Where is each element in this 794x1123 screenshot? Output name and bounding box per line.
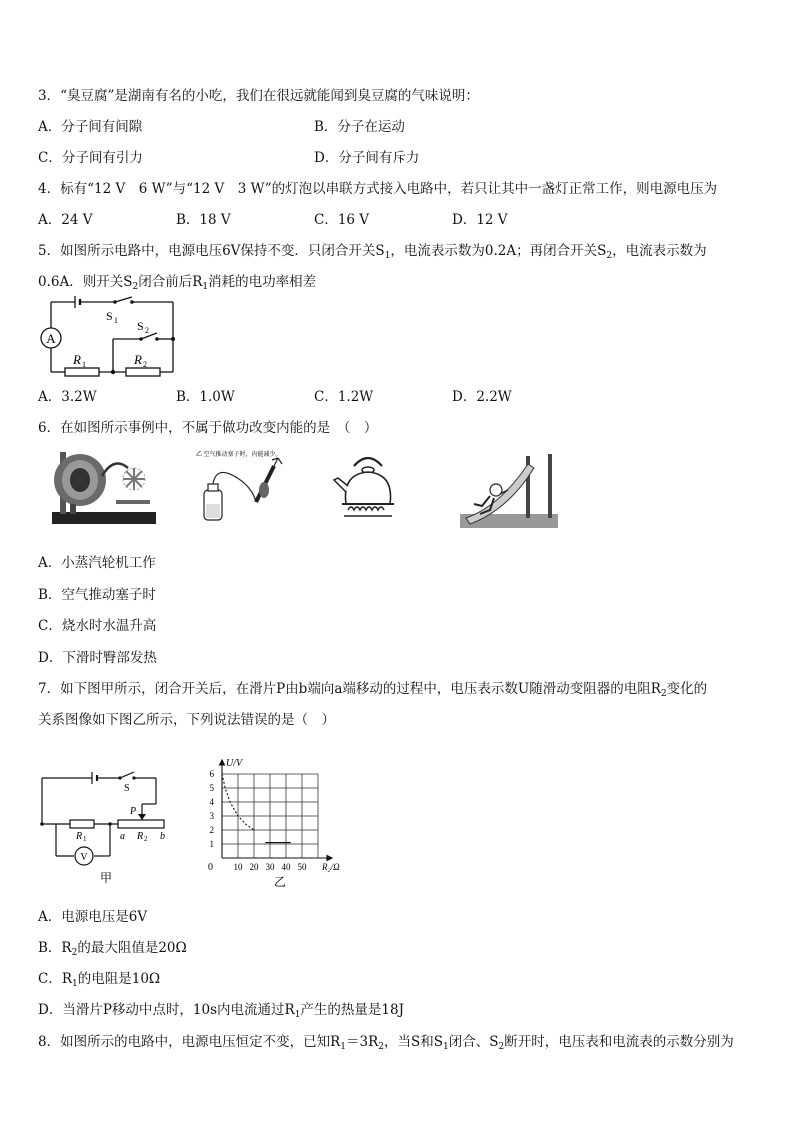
steam-turbine-picture xyxy=(46,446,158,528)
x-tick-label: 30 xyxy=(265,862,275,872)
q4-option-d: D．12 V xyxy=(452,212,508,228)
q7-graph-yi xyxy=(198,752,358,888)
q6-stem: 6．在如图所示事例中，不属于做功改变内能的是 （ ） xyxy=(38,420,378,436)
svg-text:1: 1 xyxy=(82,360,86,369)
q4-option-a: A．24 V xyxy=(38,212,93,228)
svg-text:2: 2 xyxy=(145,326,149,335)
x-axis-arrow xyxy=(327,856,332,861)
q8-stem: 8．如图所示的电路中，电源电压恒定不变，已知$R_1=3R_2$，当S和$S_1$闭合、$S_2$断开时，电压表和电流表的示数分别为 xyxy=(38,1034,734,1052)
q6-option-b: B．空气推动塞子时 xyxy=(38,587,156,603)
q7-option-c: C．$R_1$的电阻是10Ω xyxy=(38,971,161,989)
svg-text:S: S xyxy=(124,783,130,794)
q4-option-c: C．16 V xyxy=(314,212,370,228)
q7-circuit-diagram-jia xyxy=(36,764,178,888)
svg-text:2: 2 xyxy=(143,360,147,369)
q3-option-c: C．分子间有引力 xyxy=(38,150,143,166)
graph-caption: 乙 xyxy=(273,875,287,888)
q3-option-a: A．分子间有间隙 xyxy=(38,119,143,135)
y-tick-label: 1 xyxy=(209,839,214,849)
q6-option-c: C．烧水时水温升高 xyxy=(38,618,157,634)
x-tick-label: 40 xyxy=(281,862,291,872)
y-tick-label: 3 xyxy=(209,811,214,821)
graph-x-axis-label: R₂/Ω xyxy=(322,862,340,872)
q5-option-d: D．2.2W xyxy=(452,389,512,405)
x-tick-label: 10 xyxy=(233,862,243,872)
svg-text:S: S xyxy=(137,319,144,333)
svg-text:a: a xyxy=(120,831,125,842)
x-tick-label: 20 xyxy=(249,862,259,872)
q5-circuit-diagram xyxy=(36,294,186,380)
svg-text:1: 1 xyxy=(114,316,118,325)
q7-option-b: B．$R_2$的最大阻值是20Ω xyxy=(38,940,187,958)
q3-option-d: D．分子间有斥力 xyxy=(314,150,420,166)
y-tick-label: 2 xyxy=(209,825,214,835)
q7-option-a: A．电源电压是6V xyxy=(38,909,148,925)
sliding-child-picture xyxy=(460,450,558,528)
svg-text:1: 1 xyxy=(83,835,87,843)
graph-y-axis-label: U/V xyxy=(226,758,243,769)
q4-stem: 4．标有“12 V 6 W”与“12 V 3 W”的灯泡以串联方式接入电路中，若只让其中一盏灯正常工作，则电源电压为 xyxy=(38,181,718,197)
q5-option-c: C．1.2W xyxy=(314,389,374,405)
graph-origin-label: 0 xyxy=(208,862,213,873)
q6-option-d: D．下滑时臀部发热 xyxy=(38,650,157,666)
air-pushing-stopper-picture xyxy=(194,446,288,524)
svg-text:R: R xyxy=(76,831,83,842)
q5-stem-line2: 0.6A．则开关$S_2$闭合前后$R_1$消耗的电功率相差 xyxy=(38,274,317,292)
svg-text:P: P xyxy=(130,806,137,817)
q5-option-b: B．1.0W xyxy=(176,389,235,405)
y-axis-arrow xyxy=(220,760,225,765)
y-tick-label: 5 xyxy=(209,783,214,793)
svg-text:R: R xyxy=(137,831,144,842)
q3-stem: 3．“臭豆腐”是湖南有名的小吃，我们在很远就能闻到臭豆腐的气味说明： xyxy=(38,88,479,104)
q4-option-b: B．18 V xyxy=(176,212,231,228)
svg-text:A: A xyxy=(46,331,56,346)
y-tick-label: 6 xyxy=(209,769,214,779)
q7-stem-line2: 关系图像如下图乙所示，下列说法错误的是（ ） xyxy=(38,712,335,728)
svg-text:乙 空气推动塞子时，内能减少。: 乙 空气推动塞子时，内能减少。 xyxy=(196,452,282,458)
svg-text:甲: 甲 xyxy=(99,871,113,885)
x-tick-label: 50 xyxy=(297,862,307,872)
q5-stem-line1: 5．如图所示电路中，电源电压6V保持不变．只闭合开关$S_1$，电流表示数为0.2A；再闭合开关$S_2$，电流表示数为 xyxy=(38,243,707,261)
svg-text:b: b xyxy=(160,831,165,842)
q7-option-d: D．当滑片P移动中点时，10s内电流通过$R_1$产生的热量是18J xyxy=(38,1002,405,1020)
svg-text:V: V xyxy=(80,852,88,863)
q5-option-a: A．3.2W xyxy=(38,389,97,405)
q3-option-b: B．分子在运动 xyxy=(314,119,405,135)
svg-text:R: R xyxy=(73,352,81,367)
boiling-kettle-picture xyxy=(330,452,406,522)
q7-stem-line1: 7．如下图甲所示，闭合开关后，在滑片P由b端向a端移动的过程中，电压表示数U随滑动变阻器的电阻$R_2$变化的 xyxy=(38,681,708,699)
svg-text:2: 2 xyxy=(144,835,148,843)
svg-text:R: R xyxy=(134,352,142,367)
y-tick-label: 4 xyxy=(209,797,214,807)
q6-option-a: A．小蒸汽轮机工作 xyxy=(38,555,156,571)
svg-text:S: S xyxy=(106,309,113,323)
